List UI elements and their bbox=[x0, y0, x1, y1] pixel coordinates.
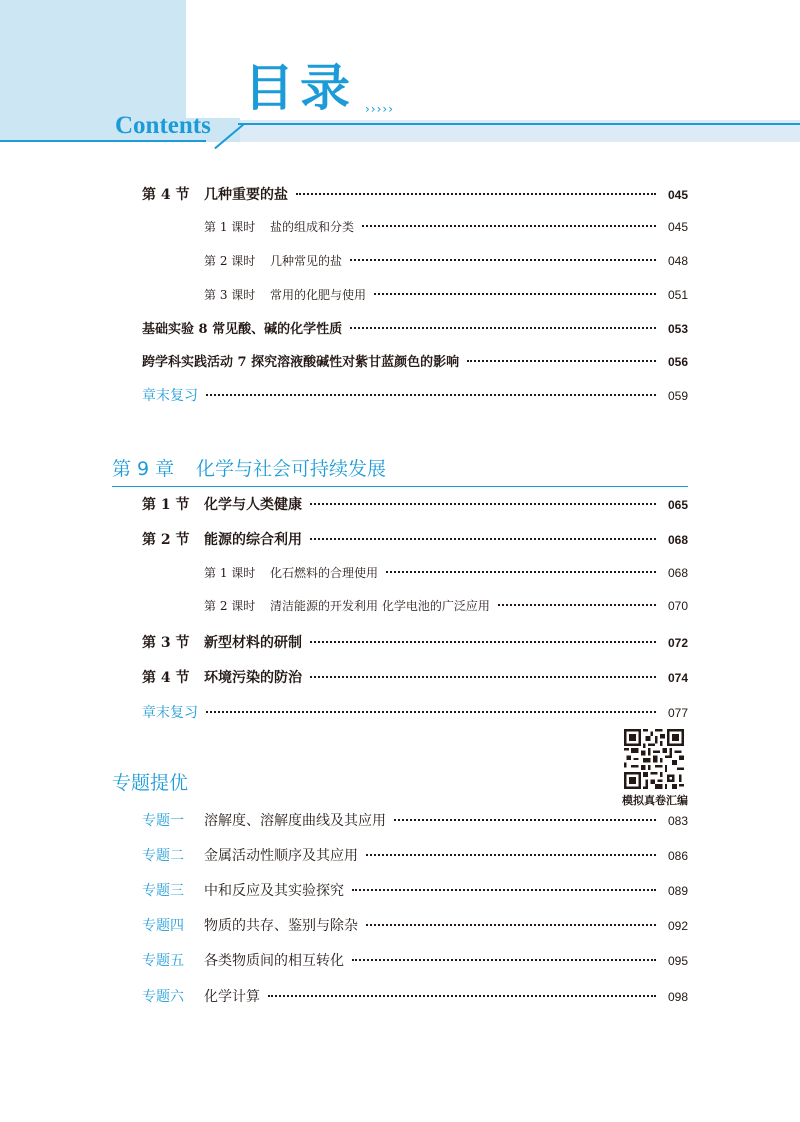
toc-page-number: 045 bbox=[667, 220, 688, 234]
special-topics-heading[interactable]: 专题提优 bbox=[112, 772, 189, 794]
toc-entry[interactable] bbox=[0, 950, 800, 970]
dot-leader bbox=[350, 327, 656, 329]
toc-entry[interactable] bbox=[0, 218, 800, 238]
toc-entry-title: 几种常见的盐 bbox=[270, 254, 343, 268]
qr-code-icon[interactable] bbox=[624, 729, 684, 789]
toc-entry[interactable] bbox=[0, 667, 800, 687]
dot-leader bbox=[374, 293, 656, 295]
toc-entry-number: 第 1 课时 bbox=[204, 566, 256, 580]
toc-entry[interactable] bbox=[0, 880, 800, 900]
toc-entry-title: 环境污染的防治 bbox=[204, 670, 302, 686]
toc-entry-number: 专题五 bbox=[142, 953, 184, 969]
toc-entry-title: 盐的组成和分类 bbox=[270, 220, 355, 234]
toc-entry-title: 中和反应及其实验探究 bbox=[204, 883, 344, 899]
toc-entry-number: 专题三 bbox=[142, 883, 184, 899]
toc-entry[interactable] bbox=[0, 845, 800, 865]
dot-leader bbox=[310, 538, 656, 540]
toc-entry-label bbox=[142, 702, 198, 722]
toc-page-number: 089 bbox=[667, 884, 688, 898]
dot-leader bbox=[206, 711, 656, 713]
toc-page-number: 077 bbox=[667, 706, 688, 720]
toc-entry[interactable] bbox=[0, 351, 800, 371]
toc-entry-title: 金属活动性顺序及其应用 bbox=[204, 848, 358, 864]
dot-leader bbox=[498, 604, 656, 606]
toc-entry-label bbox=[142, 950, 344, 970]
dot-leader bbox=[352, 889, 656, 891]
toc-page-number: 068 bbox=[667, 566, 688, 580]
toc-entry-label bbox=[204, 218, 354, 235]
toc-page-number: 070 bbox=[667, 599, 688, 613]
toc-entry-number: 专题六 bbox=[142, 989, 184, 1005]
toc-entry[interactable] bbox=[0, 915, 800, 935]
toc-entry[interactable] bbox=[0, 702, 800, 722]
toc-entry-number: 专题四 bbox=[142, 918, 184, 934]
dot-leader bbox=[310, 676, 656, 678]
toc-entry-label bbox=[204, 564, 378, 581]
header-block bbox=[0, 0, 186, 118]
toc-entry[interactable] bbox=[0, 810, 800, 830]
toc-entry-number: 第 3 节 bbox=[142, 635, 190, 651]
toc-entry-number: 第 2 课时 bbox=[204, 254, 256, 268]
dot-leader bbox=[310, 641, 656, 643]
toc-entry[interactable] bbox=[0, 318, 800, 338]
toc-entry-title: 章末复习 bbox=[142, 705, 198, 721]
toc-entry[interactable] bbox=[0, 252, 800, 272]
dot-leader bbox=[350, 259, 656, 261]
dot-leader bbox=[296, 193, 656, 195]
toc-entry-title: 新型材料的研制 bbox=[204, 635, 302, 651]
toc-entry-label bbox=[142, 986, 260, 1006]
dot-leader bbox=[268, 995, 656, 997]
toc-entry-number: 第 1 课时 bbox=[204, 220, 256, 234]
toc-page-number: 053 bbox=[667, 322, 688, 336]
dot-leader bbox=[366, 854, 656, 856]
dot-leader bbox=[386, 571, 656, 573]
toc-entry-number: 第 1 节 bbox=[142, 497, 190, 513]
toc-entry-label bbox=[142, 184, 288, 204]
toc-page-number: 098 bbox=[667, 990, 688, 1004]
header-underline bbox=[0, 140, 206, 142]
chapter-number: 第 9 章 bbox=[112, 458, 175, 480]
toc-entry[interactable] bbox=[0, 385, 800, 405]
toc-entry[interactable] bbox=[0, 986, 800, 1006]
dot-leader bbox=[362, 225, 656, 227]
toc-entry-label bbox=[142, 880, 344, 900]
toc-entry-label bbox=[142, 915, 358, 935]
toc-entry-title: 化学计算 bbox=[204, 989, 260, 1005]
toc-entry-title: 跨学科实践活动 7 探究溶液酸碱性对紫甘蓝颜色的影响 bbox=[142, 355, 460, 370]
chapter-title: 化学与社会可持续发展 bbox=[196, 458, 387, 480]
dot-leader bbox=[366, 924, 656, 926]
toc-page-number: 095 bbox=[667, 954, 688, 968]
toc-entry[interactable] bbox=[0, 494, 800, 514]
toc-entry-label bbox=[204, 597, 490, 614]
dot-leader bbox=[206, 394, 656, 396]
toc-entry-title: 清洁能源的开发利用 化学电池的广泛应用 bbox=[270, 599, 490, 613]
toc-entry-label bbox=[142, 632, 302, 652]
toc-page-number: 051 bbox=[667, 288, 688, 302]
toc-entry-label bbox=[142, 667, 302, 687]
toc-entry[interactable] bbox=[0, 286, 800, 306]
toc-entry[interactable] bbox=[0, 529, 800, 549]
title-arrows-icon: ››››› bbox=[365, 102, 394, 116]
toc-entry-title: 常用的化肥与使用 bbox=[270, 288, 367, 302]
toc-entry-label bbox=[204, 286, 366, 303]
toc-entry[interactable] bbox=[0, 184, 800, 204]
toc-entry-title: 基础实验 8 常见酸、碱的化学性质 bbox=[142, 322, 343, 337]
dot-leader bbox=[352, 959, 656, 961]
toc-page-number: 065 bbox=[667, 498, 688, 512]
dot-leader bbox=[467, 360, 656, 362]
toc-entry-title: 几种重要的盐 bbox=[204, 187, 288, 203]
page-title: 目录 bbox=[244, 59, 356, 117]
toc-entry-number: 专题一 bbox=[142, 813, 184, 829]
toc-entry-label bbox=[142, 351, 459, 370]
toc-entry-number: 第 3 课时 bbox=[204, 288, 256, 302]
toc-entry-title: 化石燃料的合理使用 bbox=[270, 566, 379, 580]
toc-entry-title: 章末复习 bbox=[142, 388, 198, 404]
toc-page-number: 059 bbox=[667, 389, 688, 403]
dot-leader bbox=[394, 819, 656, 821]
header-rule bbox=[238, 123, 800, 125]
toc-entry[interactable] bbox=[0, 564, 800, 584]
toc-entry-label bbox=[142, 810, 386, 830]
toc-page-number: 086 bbox=[667, 849, 688, 863]
toc-entry-title: 化学与人类健康 bbox=[204, 497, 302, 513]
toc-entry-number: 专题二 bbox=[142, 848, 184, 864]
toc-page-number: 048 bbox=[667, 254, 688, 268]
toc-entry-title: 物质的共存、鉴别与除杂 bbox=[204, 918, 358, 934]
toc-entry[interactable] bbox=[0, 632, 800, 652]
toc-entry-label bbox=[204, 252, 342, 269]
toc-entry-label bbox=[142, 318, 342, 337]
toc-entry[interactable] bbox=[0, 597, 800, 617]
dot-leader bbox=[310, 503, 656, 505]
toc-page-number: 083 bbox=[667, 814, 688, 828]
toc-entry-title: 能源的综合利用 bbox=[204, 532, 302, 548]
chapter-9-heading[interactable] bbox=[112, 454, 386, 481]
toc-entry-number: 第 2 课时 bbox=[204, 599, 256, 613]
qr-caption: 模拟真卷汇编 bbox=[622, 794, 688, 807]
toc-entry-label bbox=[142, 494, 302, 514]
toc-entry-label bbox=[142, 845, 358, 865]
toc-page-number: 068 bbox=[667, 533, 688, 547]
toc-page-number: 074 bbox=[667, 671, 688, 685]
toc-entry-title: 各类物质间的相互转化 bbox=[204, 953, 344, 969]
toc-entry-label bbox=[142, 385, 198, 405]
contents-subtitle: Contents bbox=[115, 112, 211, 139]
chapter-divider bbox=[112, 486, 688, 487]
toc-entry-title: 溶解度、溶解度曲线及其应用 bbox=[204, 813, 386, 829]
toc-page-number: 092 bbox=[667, 919, 688, 933]
toc-entry-number: 第 4 节 bbox=[142, 187, 190, 203]
toc-entry-number: 第 2 节 bbox=[142, 532, 190, 548]
toc-page-number: 056 bbox=[667, 355, 688, 369]
toc-page-number: 045 bbox=[667, 188, 688, 202]
toc-page-number: 072 bbox=[667, 636, 688, 650]
toc-entry-number: 第 4 节 bbox=[142, 670, 190, 686]
toc-entry-label bbox=[142, 529, 302, 549]
